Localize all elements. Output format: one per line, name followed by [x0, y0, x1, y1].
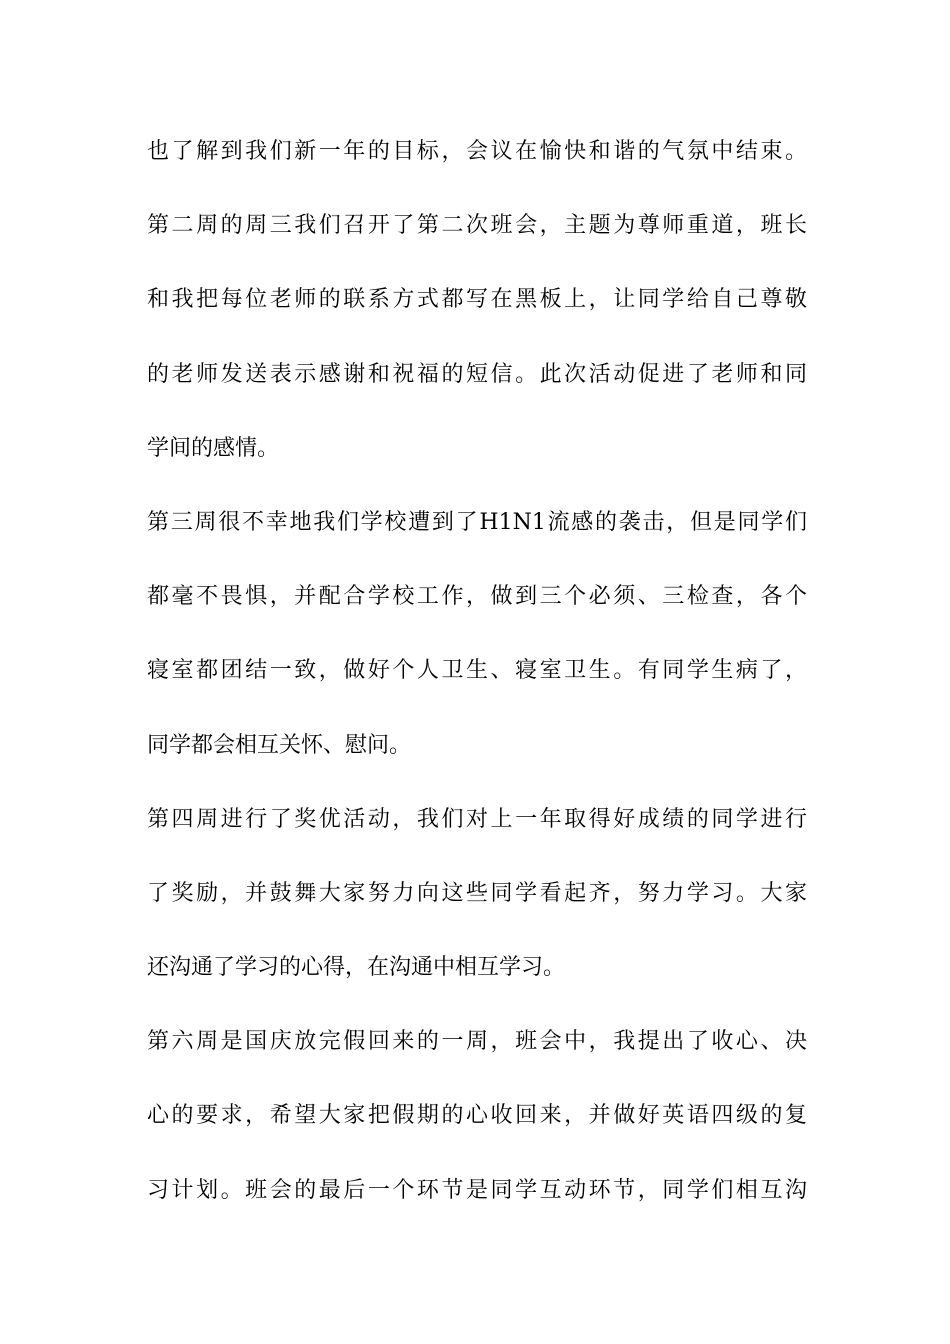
text-line: 同学都会相互关怀、慰问。 — [147, 732, 412, 758]
text-line: 第二周的周三我们召开了第二次班会，主题为尊师重道，班长 — [147, 213, 807, 239]
text-line: 寝室都团结一致，做好个人卫生、寝室卫生。有同学生病了， — [147, 658, 807, 684]
text-line: 学间的感情。 — [147, 435, 280, 461]
text-line: 第四周进行了奖优活动，我们对上一年取得好成绩的同学进行 — [147, 806, 807, 832]
text-line: 习计划。班会的最后一个环节是同学互动环节，同学们相互沟 — [147, 1177, 807, 1203]
text-line: 和我把每位老师的联系方式都写在黑板上，让同学给自己尊敬 — [147, 287, 807, 313]
text-line: 心的要求，希望大家把假期的心收回来，并做好英语四级的复 — [147, 1103, 807, 1129]
text-line: 了奖励，并鼓舞大家努力向这些同学看起齐，努力学习。大家 — [147, 880, 807, 906]
text-line: 第三周很不幸地我们学校遭到了H1N1流感的袭击，但是同学们 — [147, 509, 807, 535]
text-line: 的老师发送表示感谢和祝福的短信。此次活动促进了老师和同 — [147, 361, 807, 387]
document-body — [147, 130, 807, 1243]
text-line: 也了解到我们新一年的目标，会议在愉快和谐的气氛中结束。 — [147, 139, 807, 164]
text-line: 第六周是国庆放完假回来的一周，班会中，我提出了收心、决 — [147, 1029, 807, 1055]
text-line: 还沟通了学习的心得，在沟通中相互学习。 — [147, 955, 566, 981]
text-line: 都毫不畏惧，并配合学校工作，做到三个必须、三检查，各个 — [147, 584, 807, 610]
